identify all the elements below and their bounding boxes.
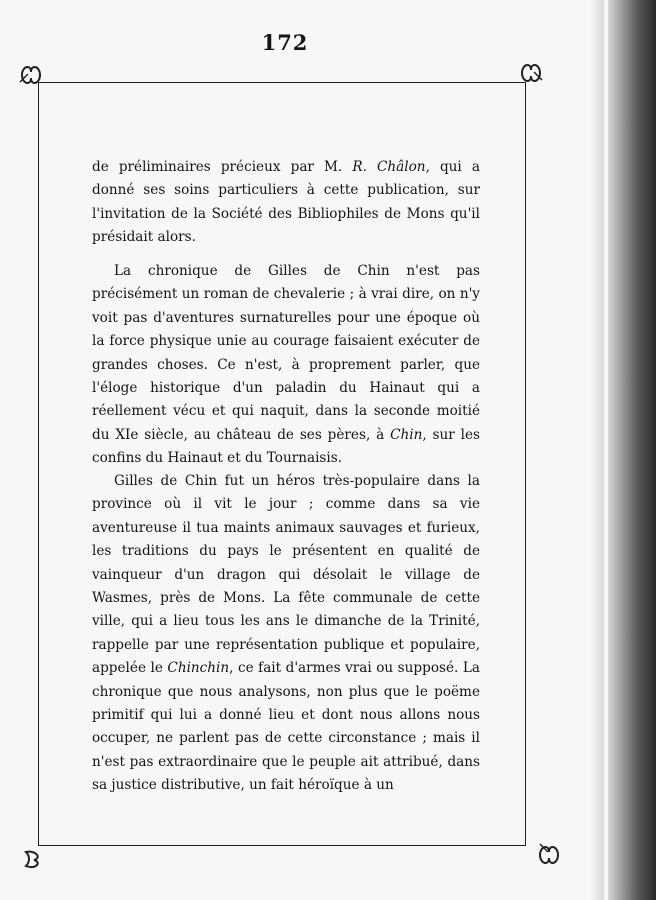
book-spine: [608, 0, 656, 900]
paragraph-2: [92, 260, 480, 471]
paragraph-3: [92, 470, 480, 798]
paragraph-2-text-start: La chronique de Gilles de Chin n'est pas précisément un roman de chevalerie ; à vrai dire, on n'y voit pas d'aventures surnaturelles pour une époque où la force physique unie au courage faisaient exécuter de grandes choses. Ce n'est, à proprement parler, que l'éloge historique d'un paladin du Hainaut qui a réellement vécu et qui naquit, dans la seconde moitié du XIe siècle, au château de ses pères, à: [92, 263, 480, 443]
paragraph-3-text-start: Gilles de Chin fut un héros très-populaire dans la province où il vit le jour ; comme dans sa vie aventureuse il tua maints animaux sauvages et furieux, les traditions du pays le présentent en qualité de vainqueur d'un dragon qui désolait le village de Wasmes, près de Mons. La fête communale de cette ville, qui a lieu tous les ans le dimanche de la Trinité, rappelle par une représentation publique et populaire, appelée le: [92, 473, 480, 677]
page-number: 172: [261, 30, 309, 55]
paragraph-1: [92, 156, 480, 250]
corner-ornament-icon: [536, 842, 562, 868]
page-gutter-shadow: [590, 0, 604, 900]
paragraph-3-text-end: , ce fait d'armes vrai ou supposé. La chronique que nous analysons, non plus que le poëme primitif qui lui a donné lieu et dont nous allons nous occuper, ne parlent pas de cette circonstance ; mais il n'est pas extraordinaire que le peuple ait attribué, dans sa justice distributive, un fait héroïque à un: [92, 660, 480, 794]
corner-ornament-icon: [18, 62, 44, 88]
paragraph-1-text-end: , qui a donné ses soins particuliers à cette publication, sur l'invitation de la Société des Bibliophiles de Mons qu'il présidait alors.: [92, 159, 480, 246]
festival-name-chinchin: Chinchin: [167, 660, 230, 677]
corner-ornament-icon: [20, 846, 46, 872]
corner-ornament-icon: [518, 60, 544, 86]
place-name-chin: Chin: [390, 426, 423, 443]
paragraph-1-text-start: de préliminaires précieux par M.: [92, 159, 353, 175]
paragraph-2-text-end: , sur les confins du Hainaut et du Tournaisis.: [92, 426, 480, 467]
author-name: R. Châlon: [352, 159, 426, 175]
